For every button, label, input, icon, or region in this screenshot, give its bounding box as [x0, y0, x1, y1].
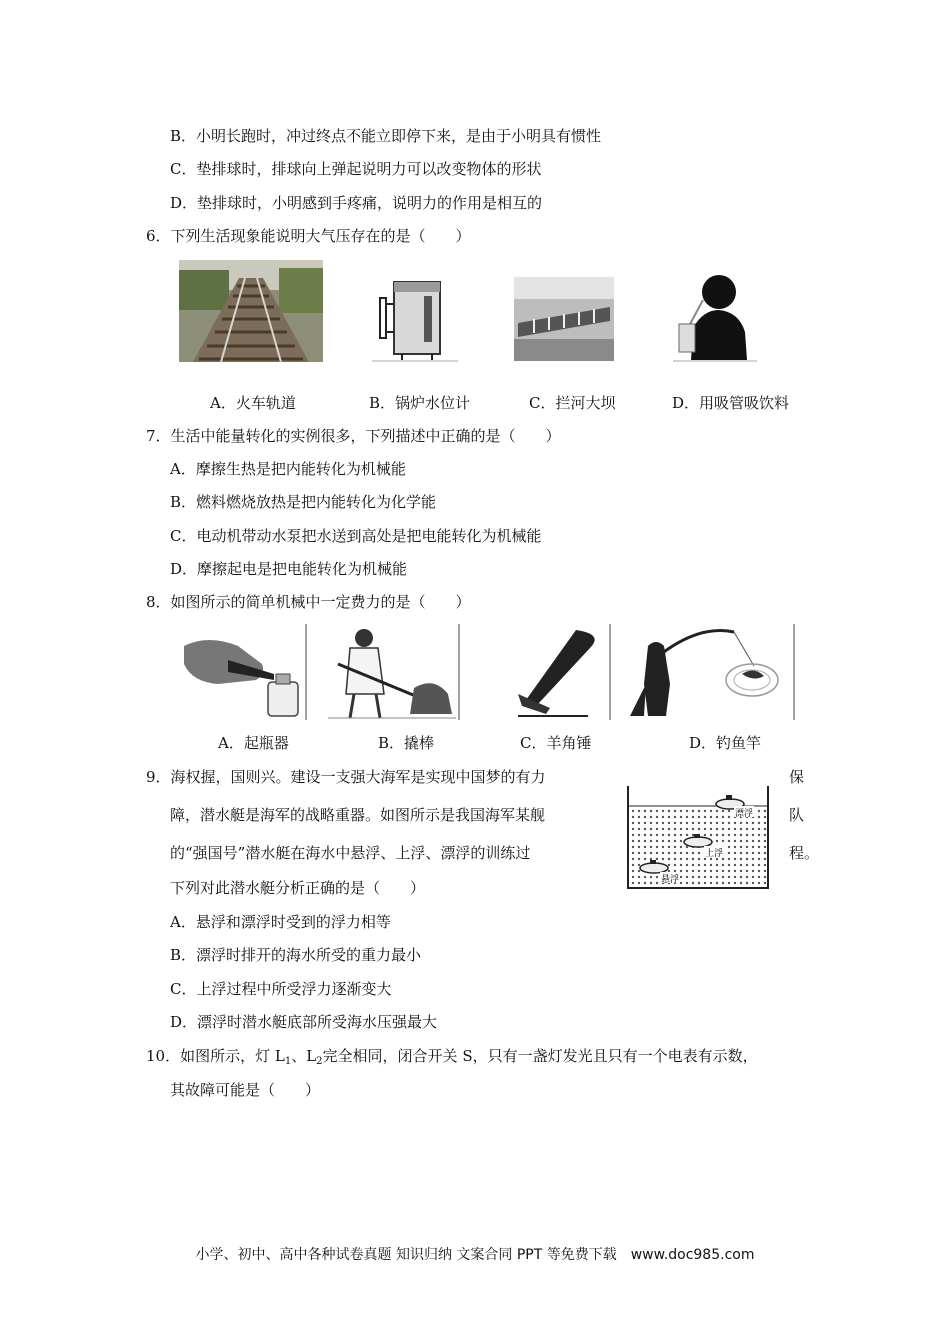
suspend-label: 悬浮 — [661, 875, 680, 885]
q9-option-d: D．漂浮时潜水艇底部所受海水压强最大 — [170, 1013, 438, 1031]
float-label: 漂浮 — [735, 809, 754, 819]
q10-text-a: 10．如图所示，灯 L — [146, 1047, 285, 1065]
q9-option-b: B．漂浮时排开的海水所受的重力最小 — [170, 946, 422, 964]
q7-option-c: C．电动机带动水泵把水送到高处是把电能转化为机械能 — [170, 527, 542, 545]
page-footer: 小学、初中、高中各种试卷真题 知识归纳 文案合同 PPT 等免费下载 www.doc985.com — [195, 1247, 755, 1263]
q6-caption-a: A．火车轨道 — [210, 394, 296, 412]
q9-line-4: 下列对此潜水艇分析正确的是（ ） — [170, 879, 426, 897]
q9-option-a: A．悬浮和漂浮时受到的浮力相等 — [170, 913, 391, 931]
submarine-tank-figure — [624, 784, 774, 892]
railway-track-image — [179, 260, 323, 362]
q8-stem: 8．如图所示的简单机械中一定费力的是（ ） — [146, 593, 471, 611]
bottle-opener-image — [178, 624, 798, 722]
q8-caption-c: C．羊角锤 — [520, 734, 592, 752]
q6-stem: 6．下列生活现象能说明大气压存在的是（ ） — [146, 227, 471, 245]
q9-line-1-tail: 保 — [789, 768, 805, 786]
q10-line-2: 其故障可能是（ ） — [170, 1081, 321, 1099]
q10-line-1 — [146, 1046, 758, 1072]
q9-line-3: 的“强国号”潜水艇在海水中悬浮、上浮、漂浮的训练过 — [170, 844, 531, 862]
q6-caption-d: D．用吸管吸饮料 — [672, 394, 790, 412]
dam-image — [514, 277, 614, 361]
q5-option-c: C．垫排球时，排球向上弹起说明力可以改变物体的形状 — [170, 160, 542, 178]
q10-sub-1: 1 — [284, 1056, 292, 1067]
q7-stem: 7．生活中能量转化的实例很多，下列描述中正确的是（ ） — [146, 427, 561, 445]
q9-line-2-tail: 队 — [789, 806, 805, 824]
q9-line-3-tail: 程。 — [789, 844, 820, 862]
q8-caption-b: B．撬棒 — [378, 734, 435, 752]
q10-text-c: 完全相同，闭合开关 S，只有一盏灯发光且只有一个电表有示数， — [322, 1047, 758, 1065]
q9-option-c: C．上浮过程中所受浮力逐渐变大 — [170, 980, 392, 998]
q10-sub-2: 2 — [316, 1056, 323, 1067]
q8-caption-a: A．起瓶器 — [218, 734, 289, 752]
q8-caption-d: D．钓鱼竿 — [689, 734, 762, 752]
q9-line-2: 障，潜水艇是海军的战略重器。如图所示是我国海军某舰 — [170, 806, 546, 824]
q7-option-d: D．摩擦起电是把电能转化为机械能 — [170, 560, 408, 578]
q9-line-1: 9．海权握，国则兴。建设一支强大海军是实现中国梦的有力 — [146, 768, 546, 786]
q5-option-d: D．垫排球时，小明感到手疼痛，说明力的作用是相互的 — [170, 194, 543, 212]
q6-caption-b: B．锅炉水位计 — [369, 394, 471, 412]
q5-option-b: B．小明长跑时，冲过终点不能立即停下来，是由于小明具有惯性 — [170, 127, 602, 145]
q7-option-a: A．摩擦生热是把内能转化为机械能 — [170, 460, 406, 478]
drinking-straw-image — [673, 270, 757, 362]
q10-text-b: 、L — [291, 1047, 317, 1065]
boiler-water-gauge-image — [372, 276, 458, 362]
q7-option-b: B．燃料燃烧放热是把内能转化为化学能 — [170, 493, 437, 511]
rise-label: 上浮 — [705, 849, 724, 859]
q6-caption-c: C．拦河大坝 — [529, 394, 616, 412]
